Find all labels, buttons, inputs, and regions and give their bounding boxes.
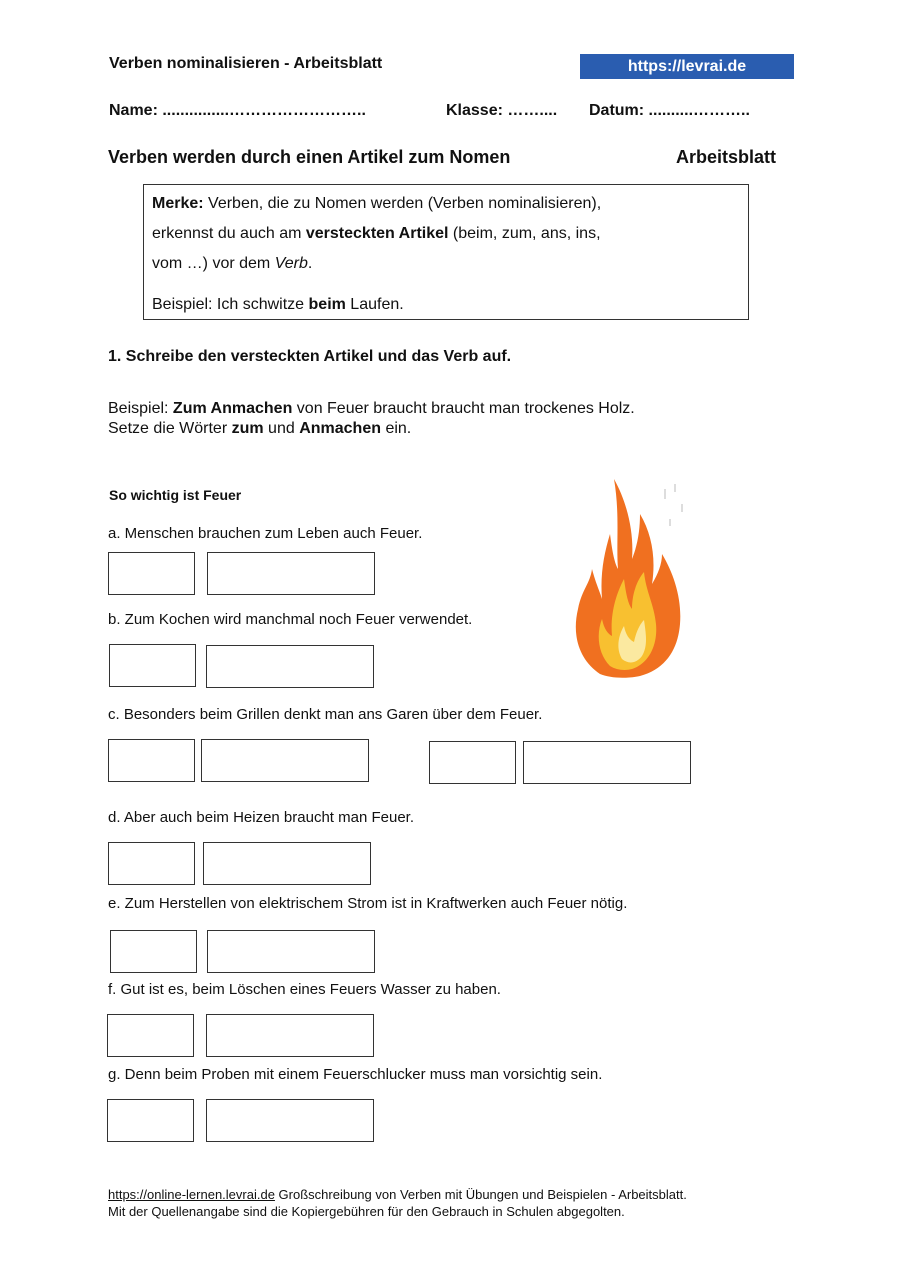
sentence-f: f. Gut ist es, beim Löschen eines Feuers Wasser zu haben. [108,981,501,998]
verb-answer-box-b[interactable] [206,645,374,688]
merke-example [152,290,748,320]
article-answer-box-c2[interactable] [429,741,516,784]
article-answer-box-f[interactable] [107,1014,194,1057]
name-field: Name: ...............…………………….. [109,102,366,119]
sentence-b: b. Zum Kochen wird manchmal noch Feuer verwendet. [108,611,473,628]
task-example [108,399,635,439]
flame-sparks-icon [665,484,682,526]
merke-text: Laufen. [345,296,404,313]
sentence-c: c. Besonders beim Grillen denkt man ans Garen über dem Feuer. [108,706,543,723]
instruction-text: und [263,420,300,437]
merke-italic: Verb [274,255,308,272]
example-label: Beispiel: [108,400,173,417]
instruction-text: Setze die Wörter [108,420,232,437]
merke-highlight: beim [308,296,346,313]
verb-answer-box-g[interactable] [206,1099,374,1142]
merke-text: Beispiel: Ich schwitze [152,296,309,313]
sentence-d: d. Aber auch beim Heizen braucht man Feuer. [108,809,415,826]
sentence-g: g. Denn beim Proben mit einem Feuerschlucker muss man vorsichtig sein. [108,1066,603,1083]
article-answer-box-b[interactable] [109,644,196,687]
section-title: Verben werden durch einen Artikel zum Nomen [108,147,511,167]
flame-illustration [570,474,690,679]
date-field: Datum: ..........……….. [589,102,750,119]
merke-text: vom …) vor dem [152,255,275,272]
footer-text: Großschreibung von Verben mit Übungen und Beispielen - Arbeitsblatt. [274,1187,687,1202]
verb-answer-box-e[interactable] [207,930,375,973]
article-answer-box-d[interactable] [108,842,195,885]
verb-answer-box-c2[interactable] [523,741,691,784]
class-field: Klasse: …….... [446,102,558,119]
article-answer-box-e[interactable] [110,930,197,973]
merke-label: Merke: [152,195,204,212]
merke-text: (beim, zum, ans, ins, [448,225,601,242]
section-label: Arbeitsblatt [676,147,777,167]
merke-text: . [307,255,313,272]
verb-answer-box-a[interactable] [207,552,375,595]
verb-answer-box-f[interactable] [206,1014,374,1057]
article-answer-box-a[interactable] [108,552,195,595]
instruction-highlight: Anmachen [299,420,381,437]
site-url-badge[interactable]: https://levrai.de [580,54,794,79]
merke-text: erkennst du auch am [152,225,306,242]
task-title: 1. Schreibe den versteckten Artikel und das Verb auf. [108,348,512,365]
article-answer-box-c1[interactable] [108,739,195,782]
sentence-e: e. Zum Herstellen von elektrischem Strom ist in Kraftwerken auch Feuer nötig. [108,895,628,912]
exercise-subtitle: So wichtig ist Feuer [109,487,242,503]
merke-line-1 [152,189,748,219]
article-answer-box-g[interactable] [107,1099,194,1142]
worksheet-title: Verben nominalisieren - Arbeitsblatt [109,55,383,72]
merke-highlight: versteckten Artikel [305,225,449,242]
instruction-highlight: zum [231,420,264,437]
merke-line-3 [152,249,748,279]
verb-answer-box-c1[interactable] [201,739,369,782]
footer-link[interactable]: https://online-lernen.levrai.de [108,1187,275,1202]
example-highlight: Zum Anmachen [172,400,293,417]
verb-answer-box-d[interactable] [203,842,371,885]
merke-box [143,184,749,320]
merke-line-2 [152,219,748,249]
footer-copyright: Mit der Quellenangabe sind die Kopiergebühren für den Gebrauch in Schulen abgegolten. [108,1204,625,1219]
sentence-a: a. Menschen brauchen zum Leben auch Feuer. [108,525,423,542]
footer [108,1186,687,1220]
example-text: von Feuer braucht braucht man trockenes Holz. [292,400,635,417]
merke-text: Verben, die zu Nomen werden (Verben nominalisieren), [203,195,602,212]
instruction-text: ein. [381,420,412,437]
